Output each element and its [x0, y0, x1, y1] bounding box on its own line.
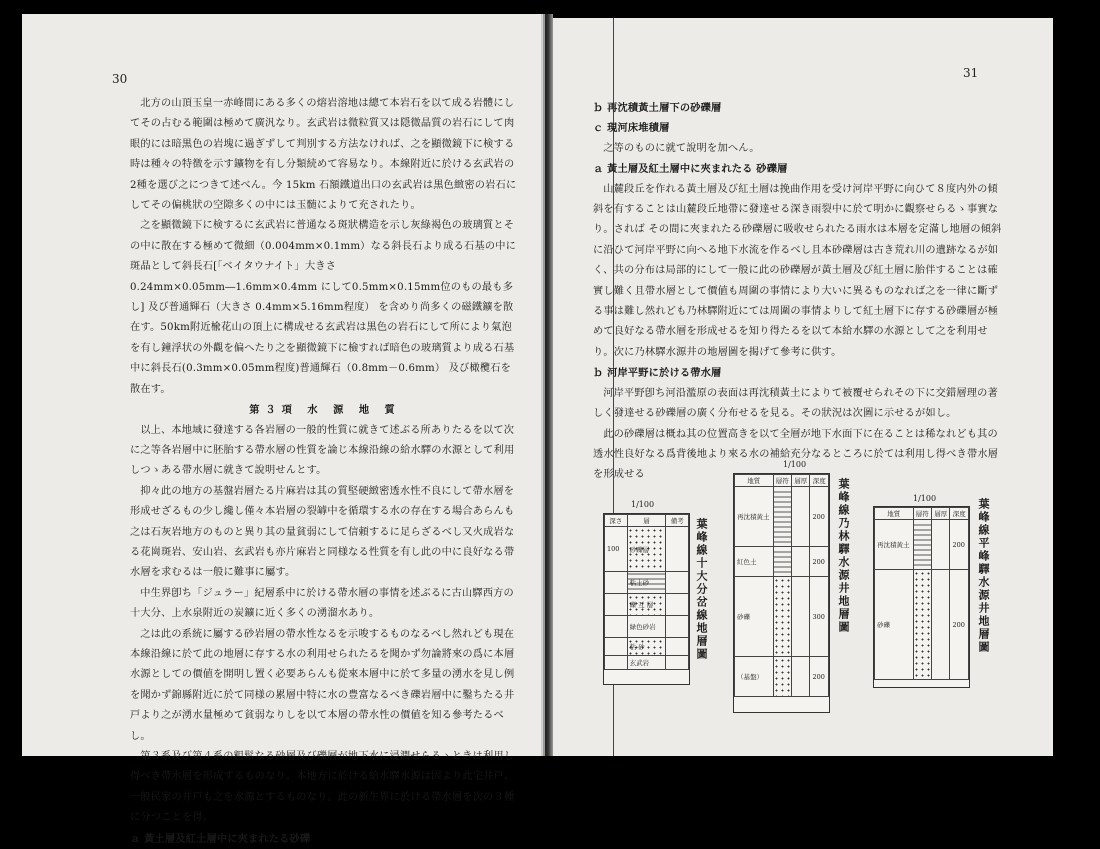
left-page: [22, 14, 541, 845]
table-header: 層厚: [792, 475, 810, 487]
table-cell: 100: [605, 527, 628, 572]
stratigraphic-column-figure: [733, 473, 830, 713]
stratigraphic-column-figure: [603, 513, 690, 685]
table-header: 層符: [773, 475, 791, 487]
paragraph: 山麓段丘を作れる黃土層及び紅土層は挽曲作用を受け河岸平野に向ひて８度内外の傾斜を有することは山麓段丘地帶に發達せる深き雨裂中に於て明かに觀察せらるゝ事實なり。されば その間に夾まれたる砂礫層に吸收せられたる雨水は本層を定滿し地層の傾斜に沿ひて河岸平野に向へる地下水流を作るべし且本砂礫層は古き荒れ川の遺跡なるが如く、共の分布は局部的にして一般に此の砂礫層が黃土層及び紅土層に胎伴することは確實し難く且帶水層として價値も周圍の事情により大いに異るものなれば之を一律に斷ずる事は難し然れども乃林驛附近にては周圍の事情よりして紅土層下に存する砂礫層が極めて良好なる帶水層を形成せるを知り得たるを以て本給水驛の水源として之を利用せり。次に乃林驛水源井の地層圖を揭げて參考に供す。: [593, 183, 1002, 358]
paragraph: 之を顯微鏡下に検するに玄武岩に普通なる斑狀構造を示し灰綠褐色の玻璃質とその中に散在する極めて微細（0.004mm×0.1mm）なる斜長石より成る石基の中に斑晶として斜長石[「ベイタウナイト」大きさ0.24mm×0.05mm―1.6mm×0.4mm にして0.5mm×0.15mm位のもの最も多し] 及び普通輝石（大きさ 0.4mm×5.16mm程度） を含めり尚多くの磁鐵鑛を散在す。50km附近楡花山の頂上に構成せる玄武岩は黒色の岩石にして所により氣泡を有し鐘浮状の外觀を偏へたり之を顯微鏡下に檢すれば暗色の玻璃質より成る石基中に斜長石(0.3mm×0.05mm程度)普通輝石（0.8mm－0.6mm） 及び橄欖石を散在す。: [130, 220, 516, 395]
table-cell: [792, 547, 810, 577]
table-cell: [666, 656, 689, 670]
section-title: 第３項 水 源 地 質: [249, 404, 401, 417]
table-cell: 緑色砂岩: [627, 616, 666, 638]
table-header: 層: [627, 515, 666, 527]
table-cell: [773, 577, 791, 657]
figure-title: 葉峰線十大分岔線地層圖: [695, 518, 708, 661]
table-cell: [666, 594, 689, 616]
list-item: ｃ 現河床堆積層: [593, 122, 670, 135]
table-header: 備考: [666, 515, 689, 527]
table-header: 深度: [810, 475, 829, 487]
table-cell: 200: [810, 487, 829, 547]
table-cell: [773, 657, 791, 697]
figure-table: [604, 514, 689, 670]
table-cell: 再沈積黃土: [875, 520, 914, 570]
table-cell: [773, 487, 791, 547]
table-cell: 粘土砂: [627, 572, 666, 594]
table-cell: [932, 570, 950, 680]
paragraph: 中生界卽ち「ジュラー」紀層系中に於ける帶水層の事情を述ぶるに古山驛西方の十大分、上水泉附近の炭鑛に近く多くの湧溜水あり。: [130, 587, 514, 620]
table-header: 地質: [875, 508, 914, 520]
subsection-heading: ｂ 河岸平野に於ける帶水層: [593, 367, 722, 380]
paragraph: 之等のものに就て說明を加へん。: [603, 142, 760, 154]
page-number-right: 31: [963, 66, 979, 80]
table-cell: 200: [810, 657, 829, 697]
table-cell: [605, 594, 628, 616]
table-cell: 300: [810, 577, 829, 657]
figure-title: 葉峰線平峰驛水源井地層圖: [977, 498, 990, 654]
table-cell: 紅色土: [735, 547, 774, 577]
page-number-left: 30: [112, 72, 128, 86]
table-cell: [913, 520, 931, 570]
figure-scale: 1/100: [783, 460, 807, 469]
table-cell: 再沈積黃土: [735, 487, 774, 547]
table-cell: [666, 527, 689, 572]
stratigraphic-column-figure: [873, 506, 970, 688]
table-cell: [666, 638, 689, 656]
table-cell: [932, 520, 950, 570]
figure-table: [874, 507, 969, 680]
right-body-text: [593, 98, 1003, 486]
subsection-heading: ａ 黃土層及紅土層中に夾まれたる砂礫: [130, 832, 311, 845]
table-cell: 200: [950, 570, 969, 680]
paragraph: 河岸平野卽ち河沿濫原の表面は再沈積黃土によりて被覆せられその下に交錯層理の著しく發達せる砂礫層の廣く分布せるを見る。その狀況は次圖に示せるが如し。: [593, 387, 998, 420]
right-page: [553, 18, 1053, 756]
table-cell: 200: [950, 520, 969, 570]
table-cell: [792, 487, 810, 547]
figure-table: [734, 474, 829, 697]
table-header: 層厚: [932, 508, 950, 520]
paragraph: 北方の山頂玉皇一赤峰間にある多くの熔岩溶地は總て本岩石を以て成る岩體にしてその占むる範圍は極めて廣汎なり。玄武岩は微粒質又は隠微晶質の岩石にして肉眼的には暗黒色の岩塊に過ぎずして判別する方法なければ、之を顯微鏡下に検する時は種々の特徴を示す鑛物を有し分類続めて容易なり。本線附近に於ける玄武岩の2種を選び之につきて述べん。今 15km 石額鐵道出口の玄武岩は黒色緻密の岩石にしてその偏桃狀の空隙多くの中には玉髄によりて充されたり。: [130, 98, 517, 212]
table-header: 地質: [735, 475, 774, 487]
list-item: ｂ 再沈積黃土層下の砂礫層: [593, 102, 722, 114]
table-cell: [605, 572, 628, 594]
table-cell: 玄武岩: [627, 656, 666, 670]
paragraph: 此の砂礫層は概ね其の位置高きを以て全層が地下水面下に在ることは稀なれども其の透水性良好なる爲背後地より來る水の補給充分なるところに於ては利用し得べき帶水層を形成せる: [593, 428, 999, 481]
table-cell: [605, 616, 628, 638]
paragraph: 之は此の系統に屬する砂岩層の帶水性なるを示唆するものなるべし然れども現在本線沿線に於て此の地層に存する水の利用せられたるを聞かず勿論將來の爲に本層水源としての價値を開明し置く必要あらんも從來本層中に於て多量の湧水を見し例を聞かず錦縣附近に於て同様の累層中特に水の豊富なるべき礫岩層中に鑿ちたる井戸より之が湧水量極めて貧弱なりしを以て本層の帶水性の價値を知る參考たるべし。: [130, 628, 515, 742]
subsection-heading: ａ 黃土層及紅土層中に夾まれたる 砂礫層: [593, 163, 788, 176]
table-cell: 200: [810, 547, 829, 577]
figure-scale: 1/100: [631, 500, 655, 509]
table-cell: 砂礫: [875, 570, 914, 680]
figure-title: 葉峰線乃林驛水源井地層圖: [837, 478, 850, 634]
table-cell: [666, 616, 689, 638]
book-gutter: [541, 14, 553, 756]
table-cell: [792, 577, 810, 657]
table-cell: 粘 砂: [627, 638, 666, 656]
figure-scale: 1/100: [913, 494, 937, 503]
table-cell: [605, 656, 628, 670]
table-cell: [605, 638, 628, 656]
table-cell: （基盤）: [735, 657, 774, 697]
table-header: 深さ: [605, 515, 628, 527]
table-header: 深度: [950, 508, 969, 520]
table-cell: [773, 547, 791, 577]
table-cell: 砂礫層: [627, 527, 666, 572]
table-cell: 礫 互 層: [627, 594, 666, 616]
table-cell: 砂礫: [735, 577, 774, 657]
left-body-text: [130, 94, 520, 849]
paragraph: 以上、本地域に發達する各岩層の一般的性質に就きて述ぶる所ありたるを以て次に之等各岩層中に胚胎する帶水層の性質を論じ本線沿線の給水驛の水源として利用しつゝある帶水層に就きて說明せんとす。: [130, 424, 515, 477]
paragraph: 抑々此の地方の基盤岩層たる片麻岩は其の質堅硬緻密透水性不良にして帶水層を形成せざるもの少し纔し僅々本岩層の裂罅中を循環する水の存在する場合あらんも之は石灰岩地方のものと異り其の量貧弱にして信頼するに足らざるべし又火成岩なる花崗斑岩、安山岩、玄武岩も亦片麻岩と同様なる性質を有し此の中に良好なる帶水層を求むるは一般に難事に屬す。: [130, 485, 515, 579]
paragraph: 第３系及び第４系の粗鬆なる砂層及び礫層が地下水に浸潤せらるゝときは利用し得べき帶水層を形成するものなり。本地方に於ける給水驛水源は因より此宅井戸、一般民家の井戸も之を水源とするものなり。此の新生界に於ける帶水層を次の３種に分つことを得。: [130, 751, 515, 824]
table-cell: [913, 570, 931, 680]
table-cell: [666, 572, 689, 594]
table-header: 層符: [913, 508, 931, 520]
table-cell: [792, 657, 810, 697]
